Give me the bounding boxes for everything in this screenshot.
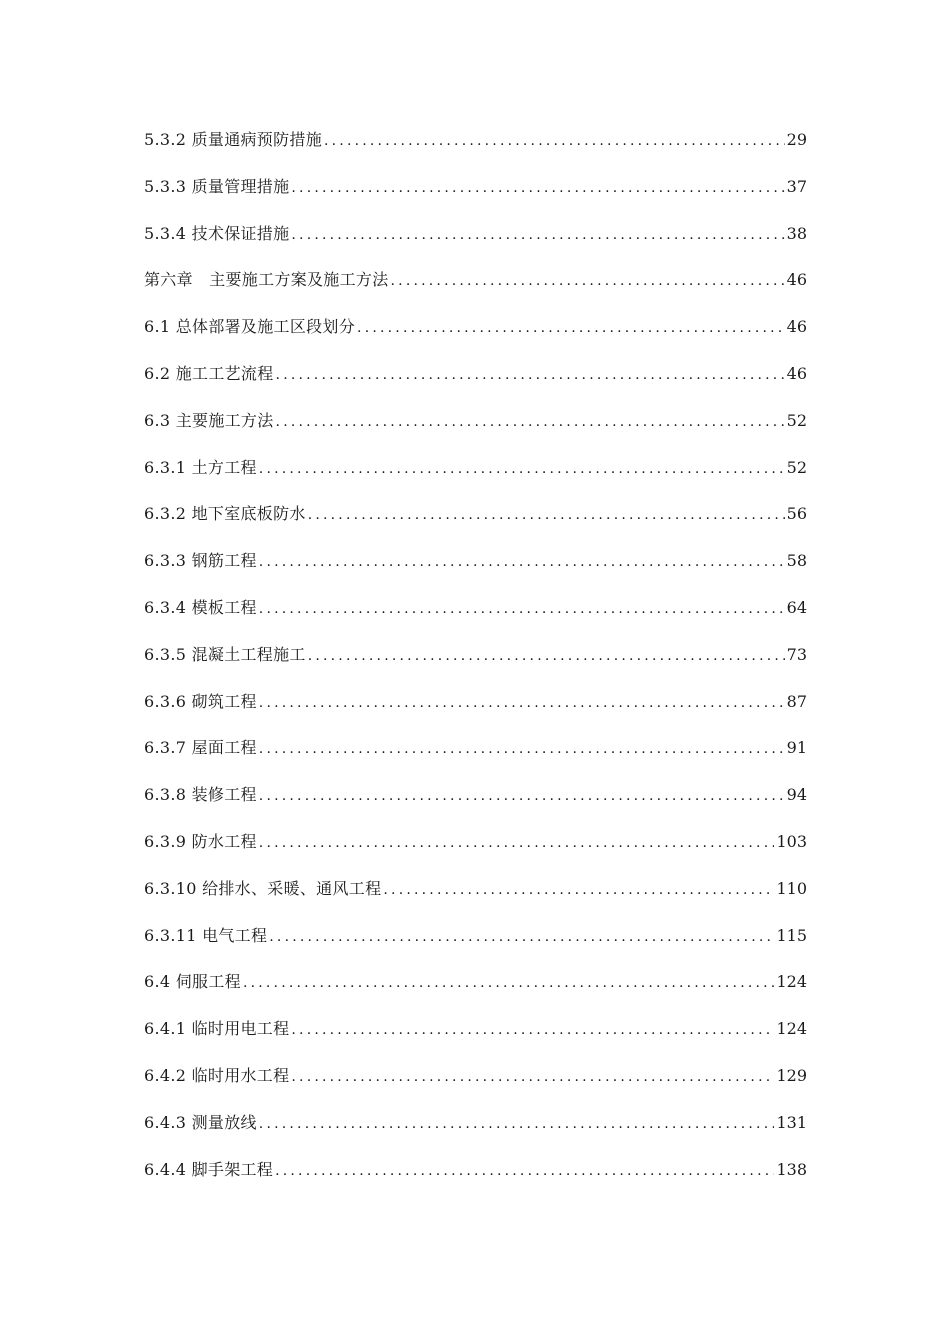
toc-entry-title: 6.4.2 临时用水工程 [144, 1065, 290, 1085]
toc-entry-title: 6.3.2 地下室底板防水 [144, 504, 306, 524]
toc-entry[interactable] [144, 959, 807, 1006]
toc-page-number: 110 [776, 878, 807, 898]
toc-entry[interactable] [144, 1006, 807, 1053]
toc-page-number: 64 [786, 597, 807, 617]
toc-dot-leader [291, 1007, 774, 1054]
toc-entry[interactable] [144, 117, 807, 164]
toc-dot-leader [259, 726, 785, 773]
toc-page-number: 29 [786, 130, 807, 149]
toc-entry[interactable] [144, 1147, 807, 1194]
toc-entry-title: 第六章 主要施工方案及施工方法 [144, 270, 389, 290]
toc-page-number: 91 [786, 738, 807, 758]
toc-entry-title: 6.3.10 给排水、采暖、通风工程 [144, 878, 382, 898]
toc-entry-title: 6.4.4 脚手架工程 [144, 1159, 274, 1179]
toc-page-number: 46 [786, 363, 807, 383]
toc-entry[interactable] [144, 538, 807, 585]
toc-entry-title: 5.3.4 技术保证措施 [144, 223, 290, 243]
toc-page-number: 46 [786, 270, 807, 290]
toc-page-number: 38 [786, 223, 807, 243]
toc-entry[interactable] [144, 1100, 807, 1147]
toc-entry-title: 6.3.4 模板工程 [144, 597, 257, 617]
toc-page-number: 73 [786, 644, 807, 664]
toc-entry-chapter[interactable] [144, 257, 807, 304]
toc-entry-title: 6.3.7 屋面工程 [144, 738, 257, 758]
toc-entry[interactable] [144, 211, 807, 258]
table-of-contents [144, 117, 807, 1193]
toc-entry-title: 6.3.6 砌筑工程 [144, 691, 257, 711]
toc-entry-title: 6.4 伺服工程 [144, 972, 241, 992]
toc-entry-title: 6.3.8 装修工程 [144, 785, 257, 805]
toc-entry[interactable] [144, 491, 807, 538]
toc-page-number: 52 [786, 410, 807, 430]
toc-dot-leader [308, 633, 785, 680]
toc-page-number: 124 [776, 972, 807, 992]
toc-page-number: 46 [786, 317, 807, 337]
toc-entry[interactable] [144, 164, 807, 211]
toc-page-number: 129 [776, 1065, 807, 1085]
toc-dot-leader [243, 960, 775, 1007]
toc-page-number: 87 [786, 691, 807, 711]
toc-page-number: 58 [786, 551, 807, 571]
toc-dot-leader [324, 118, 785, 165]
toc-dot-leader [291, 212, 784, 259]
toc-dot-leader [259, 680, 785, 727]
toc-page-number: 56 [786, 504, 807, 524]
toc-entry-title: 5.3.2 质量通病预防措施 [144, 130, 322, 149]
toc-entry-title: 6.3 主要施工方法 [144, 410, 274, 430]
toc-entry[interactable] [144, 398, 807, 445]
toc-entry[interactable] [144, 913, 807, 960]
toc-entry-title: 6.4.3 测量放线 [144, 1112, 257, 1132]
toc-entry[interactable] [144, 866, 807, 913]
toc-dot-leader [391, 258, 785, 305]
toc-entry-title: 6.3.1 土方工程 [144, 457, 257, 477]
toc-page-number: 52 [786, 457, 807, 477]
toc-entry[interactable] [144, 679, 807, 726]
toc-entry-title: 6.4.1 临时用电工程 [144, 1019, 290, 1039]
toc-dot-leader [383, 867, 774, 914]
toc-page-number: 115 [776, 925, 807, 945]
toc-entry-title: 6.2 施工工艺流程 [144, 363, 274, 383]
toc-entry-title: 6.1 总体部署及施工区段划分 [144, 317, 356, 337]
toc-entry[interactable] [144, 772, 807, 819]
toc-dot-leader [259, 539, 785, 586]
toc-entry[interactable] [144, 725, 807, 772]
toc-page-number: 94 [786, 785, 807, 805]
toc-page-number: 131 [776, 1112, 807, 1132]
toc-dot-leader [259, 1101, 775, 1148]
toc-dot-leader [259, 773, 785, 820]
toc-dot-leader [259, 446, 785, 493]
toc-dot-leader [259, 586, 785, 633]
toc-entry[interactable] [144, 819, 807, 866]
toc-dot-leader [276, 352, 785, 399]
toc-dot-leader [269, 914, 774, 961]
toc-entry[interactable] [144, 1053, 807, 1100]
toc-entry[interactable] [144, 585, 807, 632]
toc-entry-title: 5.3.3 质量管理措施 [144, 176, 290, 196]
toc-entry-title: 6.3.9 防水工程 [144, 831, 257, 851]
toc-dot-leader [291, 165, 784, 212]
toc-dot-leader [291, 1054, 774, 1101]
toc-page-number: 124 [776, 1019, 807, 1039]
toc-entry[interactable] [144, 304, 807, 351]
toc-entry-title: 6.3.11 电气工程 [144, 925, 268, 945]
toc-page-number: 138 [776, 1159, 807, 1179]
toc-entry[interactable] [144, 351, 807, 398]
toc-dot-leader [308, 492, 785, 539]
toc-dot-leader [275, 1148, 774, 1195]
toc-page-number: 103 [776, 831, 807, 851]
toc-entry[interactable] [144, 632, 807, 679]
toc-entry-title: 6.3.5 混凝土工程施工 [144, 644, 306, 664]
toc-page-number: 37 [786, 176, 807, 196]
toc-entry-title: 6.3.3 钢筋工程 [144, 551, 257, 571]
toc-dot-leader [357, 305, 785, 352]
toc-dot-leader [276, 399, 785, 446]
toc-dot-leader [259, 820, 775, 867]
toc-entry[interactable] [144, 445, 807, 492]
